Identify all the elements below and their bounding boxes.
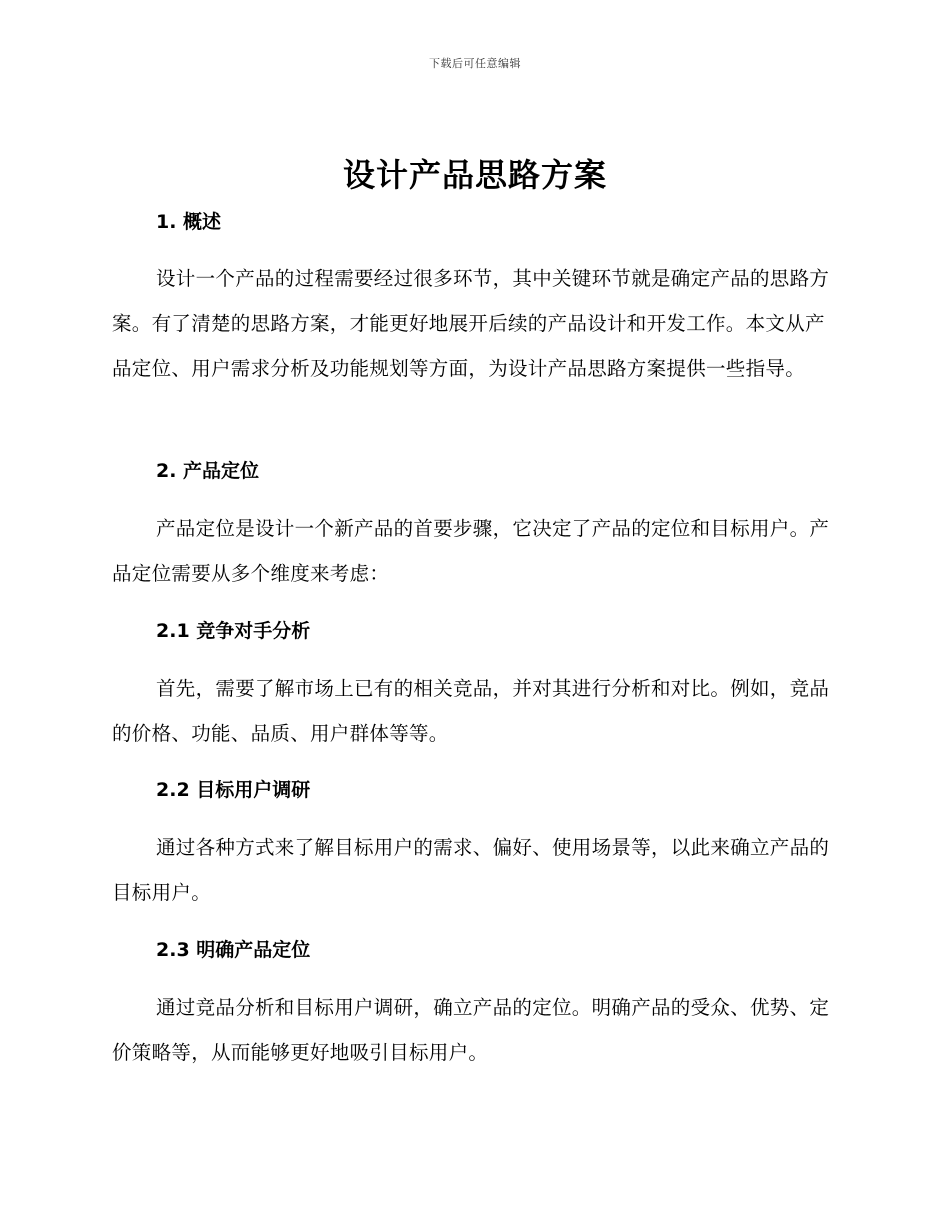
section-heading-overview: 1. 概述	[156, 211, 222, 233]
section-paragraph-overview: 设计一个产品的过程需要经过很多环节，其中关键环节就是确定产品的思路方案。有了清楚的思路方案，才能更好地展开后续的产品设计和开发工作。本文从产品定位、用户需求分析及功能规划等方面，为设计产品思路方案提供一些指导。	[112, 267, 830, 380]
section-paragraph-competitor-analysis: 首先，需要了解市场上已有的相关竞品，并对其进行分析和对比。例如，竞品的价格、功能、品质、用户群体等等。	[112, 677, 830, 745]
section-heading-competitor-analysis: 2.1 竞争对手分析	[156, 620, 311, 642]
header-note: 下载后可任意编辑	[429, 57, 521, 70]
section-heading-positioning: 2. 产品定位	[156, 460, 260, 482]
section-heading-user-research: 2.2 目标用户调研	[156, 779, 311, 801]
section-paragraph-positioning: 产品定位是设计一个新产品的首要步骤，它决定了产品的定位和目标用户。产品定位需要从多个维度来考虑：	[112, 517, 830, 585]
section-paragraph-user-research: 通过各种方式来了解目标用户的需求、偏好、使用场景等，以此来确立产品的目标用户。	[112, 836, 830, 904]
section-heading-define-positioning: 2.3 明确产品定位	[156, 939, 311, 961]
section-paragraph-define-positioning: 通过竞品分析和目标用户调研，确立产品的定位。明确产品的受众、优势、定价策略等，从而能够更好地吸引目标用户。	[112, 996, 830, 1064]
document-title: 设计产品思路方案	[342, 156, 607, 194]
